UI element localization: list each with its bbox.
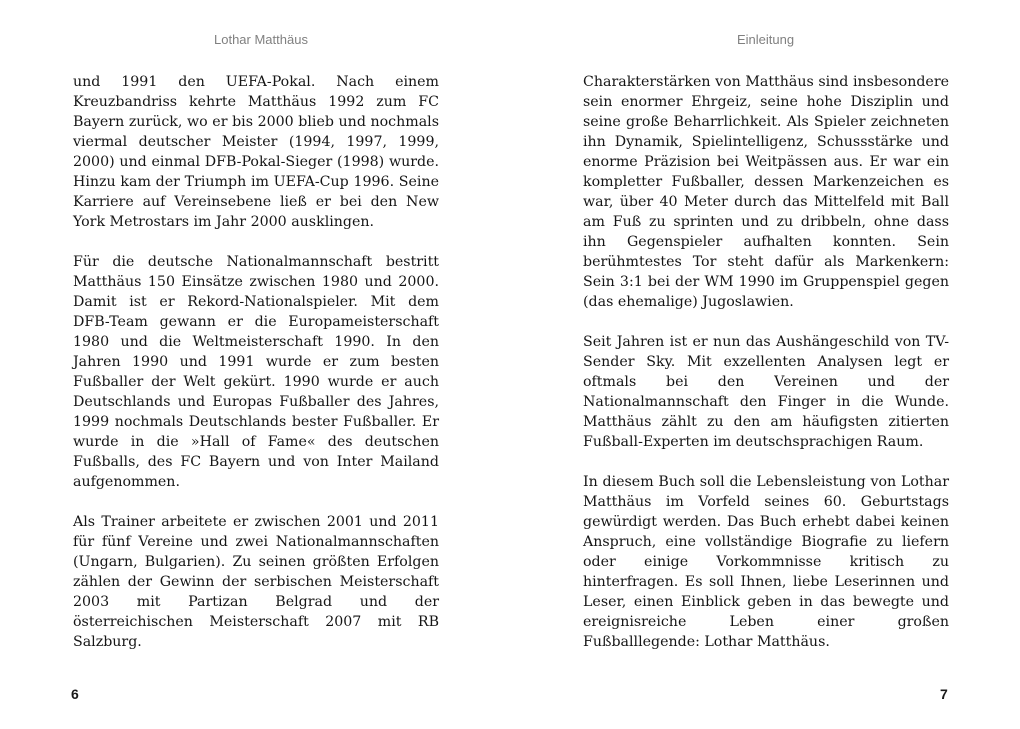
paragraph: und 1991 den UEFA-Pokal. Nach einem Kreuzbandriss kehrte Matthäus 1992 zum FC Bayern zurück, wo er bis 2000 blieb und nochmals viermal deutscher Meister (1994, 1997, 1999, 2000) und einmal DFB-Pokal-Sieger (1998) wurde. Hinzu kam der Triumph im UEFA-Cup 1996. Seine Karriere auf Vereinsebene ließ er bei den New York Metrostars im Jahr 2000 ausklingen. [73,74,439,230]
right-page-body [583,72,949,652]
paragraph: Charakterstärken von Matthäus sind insbesondere sein enormer Ehrgeiz, seine hohe Disziplin und seine große Beharrlichkeit. Als Spieler zeichneten ihn Dynamik, Spielintelligenz, Schussstärke und enorme Präzision bei Weitpässen aus. Er war ein kompletter Fußballer, dessen Markenzeichen es war, über 40 Meter durch das Mittelfeld mit Ball am Fuß zu sprinten und zu dribbeln, ohne dass ihn Gegenspieler aufhalten konnten. Sein berühmtestes Tor steht dafür als Markenkern: Sein 3:1 bei der WM 1990 im Gruppenspiel gegen (das ehemalige) Jugoslawien. [583,74,949,310]
left-page-body [73,72,439,652]
page-number: 7 [940,686,948,702]
running-head-chapter: Einleitung [737,32,795,47]
paragraph: In diesem Buch soll die Lebensleistung von Lothar Matthäus im Vorfeld seines 60. Geburtstags gewürdigt werden. Das Buch erhebt dabei keinen Anspruch, eine vollständige Biografie zu liefern oder einige Vorkommnisse kritisch zu hinterfragen. Es soll Ihnen, liebe Leserinnen und Leser, einen Einblick geben in das bewegte und ereignisreiche Leben einer großen Fußballlegende: Lothar Matthäus. [583,474,949,650]
page-number: 6 [71,686,79,702]
right-page [510,0,1020,729]
running-head-author: Lothar Matthäus [214,32,308,47]
paragraph: Als Trainer arbeitete er zwischen 2001 und 2011 für fünf Vereine und zwei Nationalmannschaften (Ungarn, Bulgarien). Zu seinen größten Erfolgen zählen der Gewinn der serbischen Meisterschaft 2003 mit Partizan Belgrad und der österreichischen Meisterschaft 2007 mit RB Salzburg. [73,514,439,650]
paragraph: Für die deutsche Nationalmannschaft bestritt Matthäus 150 Einsätze zwischen 1980 und 2000. Damit ist er Rekord-Nationalspieler. Mit dem DFB-Team gewann er die Europameisterschaft 1980 und die Weltmeisterschaft 1990. In den Jahren 1990 und 1991 wurde er zum besten Fußballer der Welt gekürt. 1990 wurde er auch Deutschlands und Europas Fußballer des Jahres, 1999 nochmals Deutschlands bester Fußballer. Er wurde in die »Hall of Fame« des deutschen Fußballs, des FC Bayern und von Inter Mailand aufgenommen. [73,254,439,490]
paragraph: Seit Jahren ist er nun das Aushängeschild von TV-Sender Sky. Mit exzellenten Analysen legt er oftmals bei den Vereinen und der Nationalmannschaft den Finger in die Wunde. Matthäus zählt zu den am häufigsten zitierten Fußball-Experten im deutschsprachigen Raum. [583,334,949,450]
